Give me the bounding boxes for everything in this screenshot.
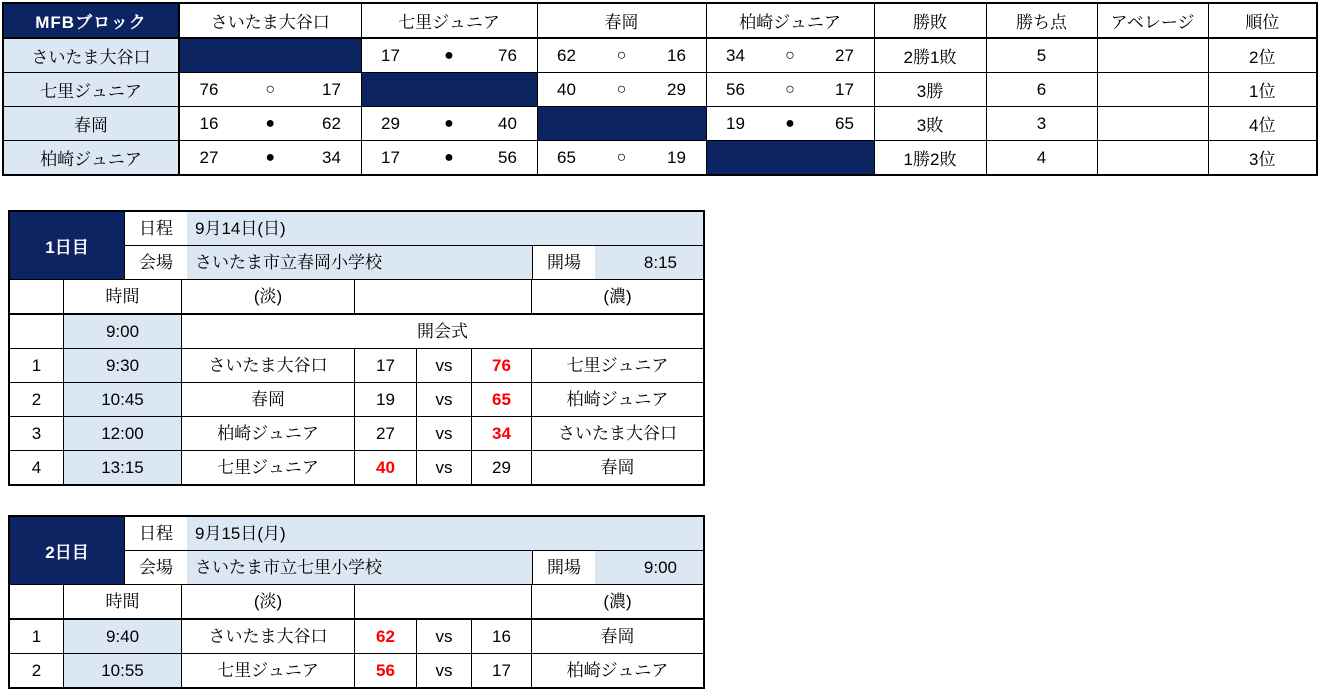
match-cell xyxy=(537,141,706,176)
average-cell xyxy=(1097,73,1208,107)
score-against: 65 xyxy=(835,113,854,133)
score-for: 16 xyxy=(199,113,219,133)
rank-cell: 3位 xyxy=(1208,141,1317,176)
score-for: 17 xyxy=(381,147,400,167)
points-cell: 6 xyxy=(986,73,1097,107)
score-against: 62 xyxy=(322,113,341,133)
light-team-cell: さいたま大谷口 xyxy=(182,620,355,653)
win-mark: ○ xyxy=(616,80,627,98)
light-score-cell: 62 xyxy=(355,620,417,653)
date-label: 日程 xyxy=(125,212,187,245)
dark-team-cell: 春岡 xyxy=(600,458,635,477)
block-row-nanasato-junior xyxy=(3,73,1317,107)
col-header-team-3: 春岡 xyxy=(537,3,706,38)
win-mark: ○ xyxy=(616,148,627,166)
dark-jersey-header: (濃) xyxy=(603,287,632,306)
match-cell xyxy=(706,107,874,141)
loss-mark: ● xyxy=(444,114,454,132)
score-for: 76 xyxy=(199,79,219,99)
score-against: 16 xyxy=(667,45,686,65)
dark-team-cell: さいたま大谷口 xyxy=(558,424,677,443)
score-against: 17 xyxy=(322,79,341,99)
average-cell xyxy=(1097,107,1208,141)
win-mark: ○ xyxy=(785,46,795,64)
block-standings-table xyxy=(2,2,1318,176)
light-team-cell: さいたま大谷口 xyxy=(182,349,355,382)
win-mark: ○ xyxy=(785,80,795,98)
score-against: 76 xyxy=(498,45,517,65)
light-team-cell: 七里ジュニア xyxy=(182,451,355,484)
score-for: 29 xyxy=(381,113,400,133)
block-header-row xyxy=(3,3,1317,38)
light-score-cell: 27 xyxy=(355,417,417,450)
date-value: 9月15日(月) xyxy=(187,517,703,550)
match-number-header xyxy=(10,585,64,618)
light-score-cell: 40 xyxy=(355,451,417,484)
match-cell xyxy=(537,38,706,73)
venue-label: 会場 xyxy=(125,246,187,279)
row-label-team: 柏崎ジュニア xyxy=(3,141,179,176)
match-cell xyxy=(706,38,874,73)
match-row xyxy=(10,382,703,416)
dark-score-cell: 17 xyxy=(472,654,532,687)
dark-score-cell: 76 xyxy=(472,349,532,382)
score-for: 65 xyxy=(557,147,576,167)
light-team-cell: 春岡 xyxy=(182,383,355,416)
dark-score-cell: 16 xyxy=(472,620,532,653)
rank-cell: 1位 xyxy=(1208,73,1317,107)
vs-cell: vs xyxy=(417,451,472,484)
score-against: 56 xyxy=(498,147,517,167)
score-for: 56 xyxy=(726,79,745,99)
block-title: MFBブロック xyxy=(3,3,179,38)
match-row xyxy=(10,450,703,484)
match-cell xyxy=(361,107,537,141)
col-header-average: アベレージ xyxy=(1097,3,1208,38)
match-cell xyxy=(361,141,537,176)
win-mark: ○ xyxy=(616,46,627,64)
day1-date-row xyxy=(125,212,703,245)
points-cell: 5 xyxy=(986,38,1097,73)
light-team-cell: 柏崎ジュニア xyxy=(182,417,355,450)
match-row xyxy=(10,416,703,450)
score-against: 34 xyxy=(322,147,341,167)
dark-team-cell: 春岡 xyxy=(600,627,635,646)
dark-score-cell: 34 xyxy=(472,417,532,450)
loss-mark: ● xyxy=(785,114,795,132)
time-cell: 10:45 xyxy=(64,383,182,416)
match-cell xyxy=(706,73,874,107)
venue-value: さいたま市立七里小学校 xyxy=(187,551,532,584)
day1-header-block xyxy=(10,212,703,280)
match-number-cell: 2 xyxy=(10,654,64,687)
open-label: 開場 xyxy=(532,551,595,584)
time-header: 時間 xyxy=(64,280,182,313)
loss-mark: ● xyxy=(265,148,276,166)
loss-mark: ● xyxy=(265,114,276,132)
time-cell: 9:30 xyxy=(64,349,182,382)
score-against: 19 xyxy=(667,147,686,167)
light-score-cell: 19 xyxy=(355,383,417,416)
col-header-points: 勝ち点 xyxy=(986,3,1097,38)
average-cell xyxy=(1097,38,1208,73)
diagonal-cell xyxy=(537,107,706,141)
points-cell: 4 xyxy=(986,141,1097,176)
light-jersey-header: (淡) xyxy=(182,585,355,618)
time-cell: 9:00 xyxy=(64,315,182,348)
loss-mark: ● xyxy=(444,148,454,166)
score-for: 40 xyxy=(557,79,576,99)
day1-column-header-row xyxy=(10,280,703,315)
day2-column-header-row xyxy=(10,585,703,620)
match-number-cell: 1 xyxy=(10,620,64,653)
time-cell: 12:00 xyxy=(64,417,182,450)
ceremony-row xyxy=(10,315,703,348)
score-against: 29 xyxy=(667,79,686,99)
day2-label: 2日目 xyxy=(10,517,125,584)
win-mark: ○ xyxy=(265,80,276,98)
diagonal-cell xyxy=(361,73,537,107)
score-against: 40 xyxy=(498,113,517,133)
match-row xyxy=(10,348,703,382)
score-header-spacer xyxy=(355,585,532,618)
score-for: 17 xyxy=(381,45,400,65)
date-label: 日程 xyxy=(125,517,187,550)
open-label: 開場 xyxy=(532,246,595,279)
dark-team-cell: 柏崎ジュニア xyxy=(566,390,669,409)
block-row-haruoka xyxy=(3,107,1317,141)
score-for: 62 xyxy=(557,45,576,65)
row-label-team: 春岡 xyxy=(3,107,179,141)
light-score-cell: 17 xyxy=(355,349,417,382)
col-header-team-4: 柏崎ジュニア xyxy=(706,3,874,38)
dark-score-cell: 65 xyxy=(472,383,532,416)
score-for: 27 xyxy=(199,147,219,167)
loss-mark: ● xyxy=(444,46,454,64)
open-time-value: 8:15 xyxy=(595,246,703,279)
day1-venue-row xyxy=(125,245,703,279)
ceremony-label: 開会式 xyxy=(417,322,468,341)
record-cell: 3敗 xyxy=(874,107,986,141)
match-row xyxy=(10,620,703,653)
col-header-rank: 順位 xyxy=(1208,3,1317,38)
points-cell: 3 xyxy=(986,107,1097,141)
match-cell xyxy=(179,73,361,107)
score-for: 19 xyxy=(726,113,745,133)
day2-header-block xyxy=(10,517,703,585)
match-number-cell: 2 xyxy=(10,383,64,416)
match-cell xyxy=(537,73,706,107)
col-header-team-2: 七里ジュニア xyxy=(361,3,537,38)
score-for: 34 xyxy=(726,45,745,65)
dark-jersey-header: (濃) xyxy=(603,592,632,611)
row-label-team: 七里ジュニア xyxy=(3,73,179,107)
rank-cell: 2位 xyxy=(1208,38,1317,73)
venue-label: 会場 xyxy=(125,551,187,584)
match-row xyxy=(10,653,703,687)
day2-venue-row xyxy=(125,550,703,584)
match-number-cell: 3 xyxy=(10,417,64,450)
date-value: 9月14日(日) xyxy=(187,212,703,245)
light-team-cell: 七里ジュニア xyxy=(182,654,355,687)
match-cell xyxy=(361,38,537,73)
time-cell: 9:40 xyxy=(64,620,182,653)
time-cell: 13:15 xyxy=(64,451,182,484)
vs-cell: vs xyxy=(417,654,472,687)
vs-cell: vs xyxy=(417,383,472,416)
block-row-kashiwazaki-junior xyxy=(3,141,1317,176)
match-cell xyxy=(179,107,361,141)
diagonal-cell xyxy=(706,141,874,176)
score-against: 27 xyxy=(835,45,854,65)
vs-cell: vs xyxy=(417,349,472,382)
open-time-value: 9:00 xyxy=(595,551,703,584)
score-against: 17 xyxy=(835,79,854,99)
day1-label: 1日目 xyxy=(10,212,125,279)
score-header-spacer xyxy=(355,280,532,313)
col-header-record: 勝敗 xyxy=(874,3,986,38)
dark-score-cell: 29 xyxy=(472,451,532,484)
record-cell: 2勝1敗 xyxy=(874,38,986,73)
block-row-saitama-oyaguchi xyxy=(3,38,1317,73)
dark-team-cell: 七里ジュニア xyxy=(566,356,669,375)
vs-cell: vs xyxy=(417,417,472,450)
match-number-cell: 1 xyxy=(10,349,64,382)
venue-value: さいたま市立春岡小学校 xyxy=(187,246,532,279)
day1-schedule-table xyxy=(8,210,705,486)
light-score-cell: 56 xyxy=(355,654,417,687)
col-header-team-1: さいたま大谷口 xyxy=(179,3,361,38)
day2-date-row xyxy=(125,517,703,550)
vs-cell: vs xyxy=(417,620,472,653)
day2-schedule-table xyxy=(8,515,705,689)
time-cell: 10:55 xyxy=(64,654,182,687)
diagonal-cell xyxy=(179,38,361,73)
row-label-team: さいたま大谷口 xyxy=(3,38,179,73)
match-cell xyxy=(179,141,361,176)
record-cell: 3勝 xyxy=(874,73,986,107)
average-cell xyxy=(1097,141,1208,176)
match-number-cell: 4 xyxy=(10,451,64,484)
record-cell: 1勝2敗 xyxy=(874,141,986,176)
light-jersey-header: (淡) xyxy=(182,280,355,313)
dark-team-cell: 柏崎ジュニア xyxy=(566,661,669,680)
rank-cell: 4位 xyxy=(1208,107,1317,141)
time-header: 時間 xyxy=(64,585,182,618)
match-number-header xyxy=(10,280,64,313)
match-number-cell xyxy=(10,315,64,348)
